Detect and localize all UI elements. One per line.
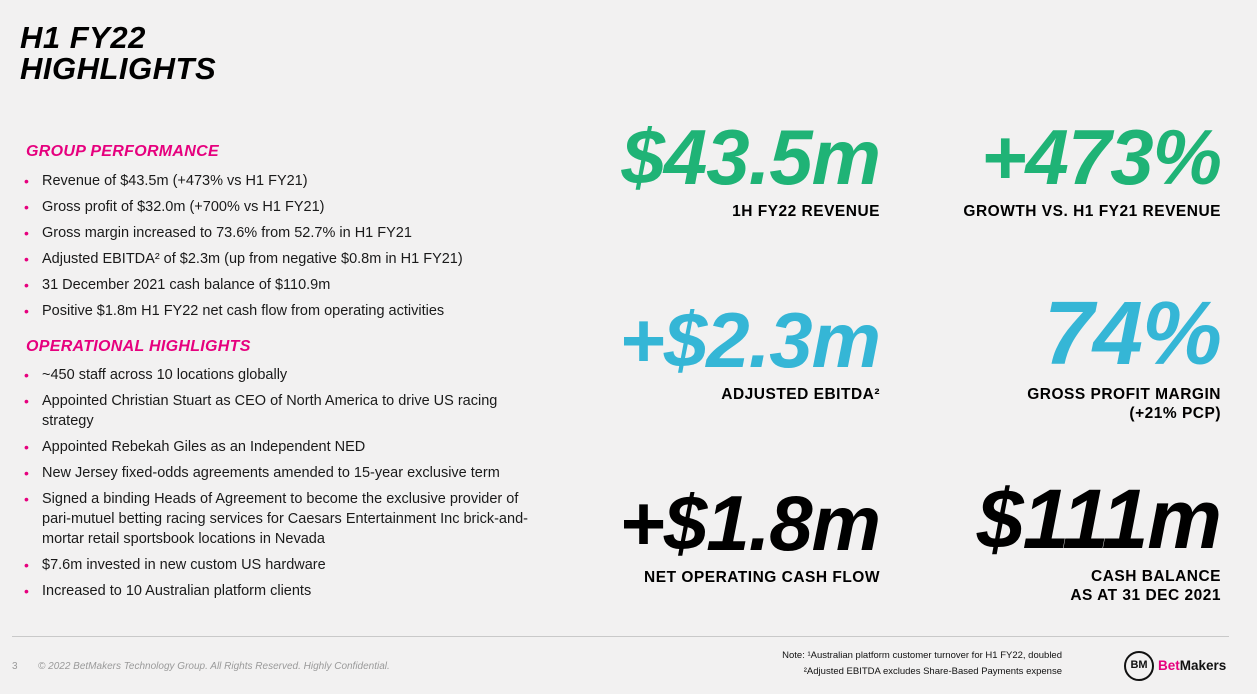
cash-balance-metric	[976, 472, 1221, 605]
list-item: • Gross profit of $32.0m (+700% vs H1 FY21)	[24, 199, 325, 215]
gross-margin-metric	[1027, 284, 1221, 423]
ebitda-label: ADJUSTED EBITDA²	[721, 386, 880, 403]
revenue-label: 1H FY22 REVENUE	[732, 203, 880, 220]
bullet-icon: •	[24, 557, 29, 573]
operational-highlights-heading: OPERATIONAL HIGHLIGHTS	[26, 338, 251, 355]
ebitda-value: +$2.3m	[619, 296, 880, 384]
footnote-2: ²Adjusted EBITDA excludes Share-Based Payments expense	[803, 666, 1062, 677]
list-item: • Appointed Christian Stuart as CEO of North America to drive US racing strategy	[24, 393, 498, 429]
gross-margin-value: 74%	[1043, 284, 1221, 384]
copyright-text: © 2022 BetMakers Technology Group. All Rights Reserved. Highly Confidential.	[38, 661, 390, 672]
footnotes	[700, 648, 1062, 680]
cash-flow-metric	[619, 479, 880, 587]
page-number: 3	[12, 661, 18, 672]
ebitda-metric	[619, 296, 880, 404]
bullet-icon: •	[24, 251, 29, 267]
group-performance-heading: GROUP PERFORMANCE	[26, 143, 219, 160]
bullet-icon: •	[24, 491, 29, 507]
revenue-metric	[621, 113, 880, 221]
list-item: • Gross margin increased to 73.6% from 52.7% in H1 FY21	[24, 225, 412, 241]
cash-balance-value: $111m	[976, 472, 1221, 566]
betmakers-logo	[1124, 651, 1234, 685]
bullet-icon: •	[24, 225, 29, 241]
growth-value: +473%	[980, 113, 1221, 201]
cash-flow-label: NET OPERATING CASH FLOW	[644, 569, 880, 586]
list-item: • Signed a binding Heads of Agreement to become the exclusive provider of pari-mutuel betting racing services for Caesars Entertainment Inc brick-and-mortar retail sportsbook locations in Nevada	[24, 491, 528, 547]
bullet-icon: •	[24, 277, 29, 293]
list-item: • 31 December 2021 cash balance of $110.9m	[24, 277, 331, 293]
list-item: • Revenue of $43.5m (+473% vs H1 FY21)	[24, 173, 308, 189]
bullet-icon: •	[24, 173, 29, 189]
cash-flow-value: +$1.8m	[619, 479, 880, 567]
footer-divider	[12, 636, 1229, 637]
cash-balance-label: CASH BALANCE AS AT 31 DEC 2021	[1070, 568, 1221, 604]
list-item: • $7.6m invested in new custom US hardware	[24, 557, 326, 573]
revenue-value: $43.5m	[621, 113, 880, 201]
bullet-icon: •	[24, 199, 29, 215]
footnote-1: Note: ¹Australian platform customer turnover for H1 FY22, doubled	[782, 650, 1062, 661]
bullet-icon: •	[24, 439, 29, 455]
list-item: • Positive $1.8m H1 FY22 net cash flow from operating activities	[24, 303, 445, 319]
page-title	[20, 22, 216, 84]
logo-wordmark: BetMakers	[1158, 658, 1227, 673]
bullet-icon: •	[24, 465, 29, 481]
list-item: • New Jersey fixed-odds agreements amended to 15-year exclusive term	[24, 465, 500, 481]
list-item: • Increased to 10 Australian platform clients	[24, 583, 312, 599]
bm-logo-icon: BM	[1124, 651, 1154, 681]
bullet-icon: •	[24, 303, 29, 319]
operational-highlights-list	[24, 365, 544, 607]
growth-label: GROWTH VS. H1 FY21 REVENUE	[963, 203, 1221, 220]
bullet-icon: •	[24, 367, 29, 383]
title-line-1: H1 FY22	[20, 20, 146, 55]
list-item: • ~450 staff across 10 locations globally	[24, 367, 288, 383]
list-item: • Appointed Rebekah Giles as an Independent NED	[24, 439, 366, 455]
gross-margin-label: GROSS PROFIT MARGIN (+21% PCP)	[1027, 386, 1221, 422]
bullet-icon: •	[24, 583, 29, 599]
bullet-icon: •	[24, 393, 29, 409]
title-line-2: HIGHLIGHTS	[20, 51, 217, 86]
list-item: • Adjusted EBITDA² of $2.3m (up from negative $0.8m in H1 FY21)	[24, 251, 463, 267]
group-performance-list	[24, 171, 544, 327]
growth-metric	[963, 113, 1221, 221]
